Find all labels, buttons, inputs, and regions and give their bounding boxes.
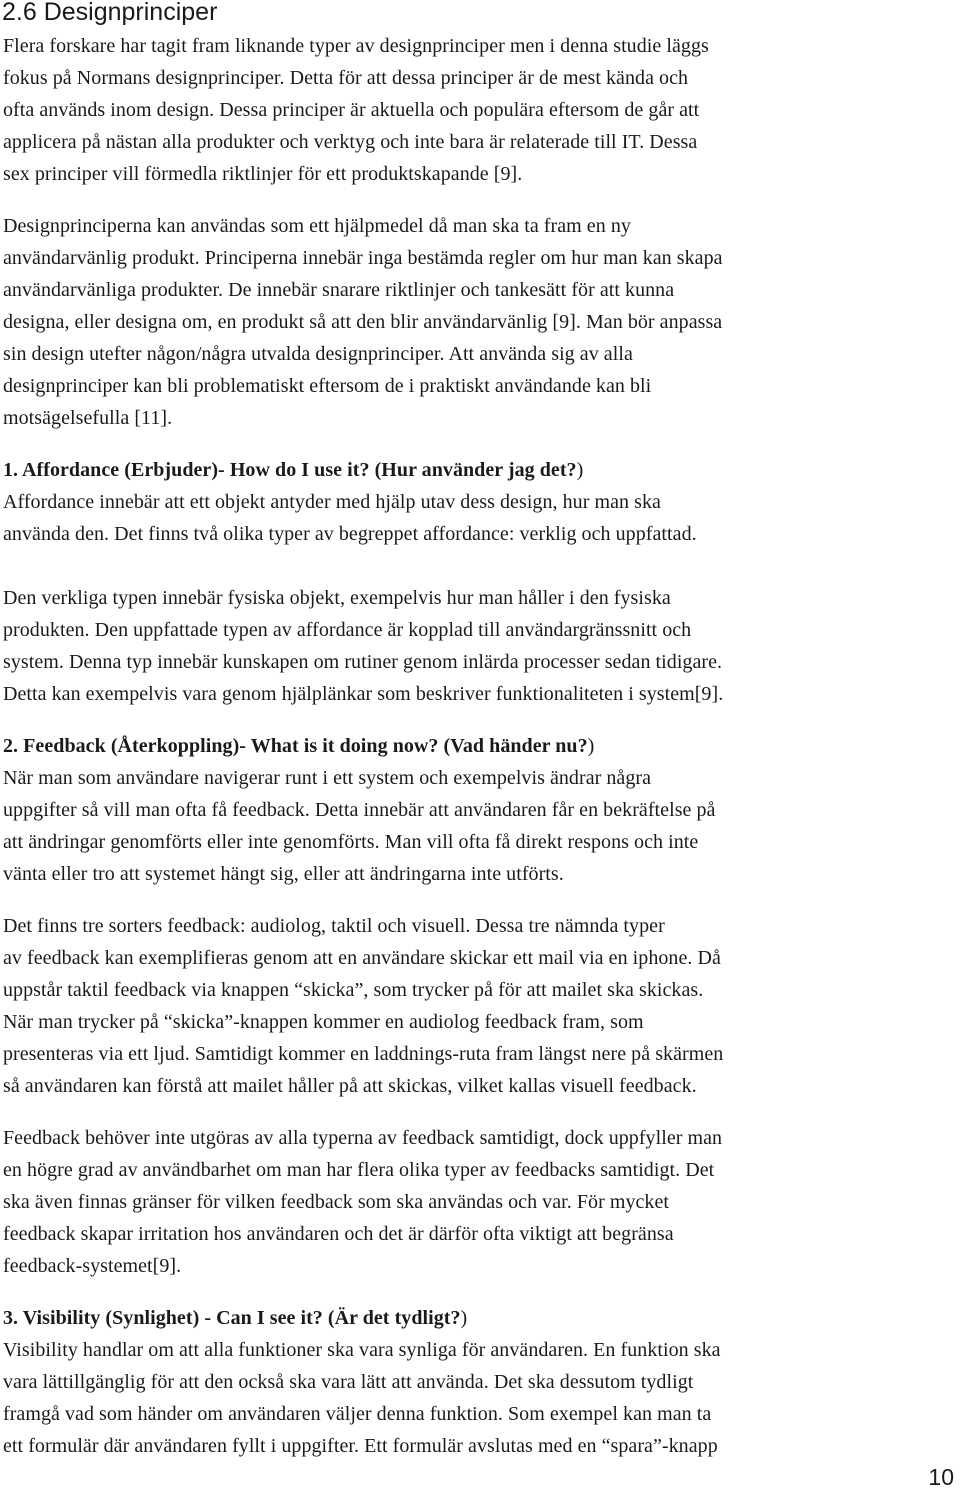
paragraph-affordance xyxy=(3,454,958,550)
text-line: system. Denna typ innebär kunskapen om rutiner genom inlärda processer sedan tidigare. xyxy=(3,651,723,673)
principle-heading-bold: 2. Feedback (Återkoppling)- What is it doing now? (Vad händer nu? xyxy=(3,735,588,757)
text-line: Designprinciperna kan användas som ett hjälpmedel då man ska ta fram en ny xyxy=(3,215,631,237)
text-line: uppgifter så vill man ofta få feedback. Detta innebär att användaren får en bekräftelse på xyxy=(3,799,716,821)
paragraph-visibility xyxy=(3,1302,958,1462)
principle-heading-tail: ) xyxy=(576,459,584,481)
text-line: feedback-systemet[9]. xyxy=(3,1255,182,1277)
text-line: användarvänlig produkt. Principerna innebär inga bestämda regler om hur man kan skapa xyxy=(3,247,723,269)
text-line: sex principer vill förmedla riktlinjer för ett produktskapande [9]. xyxy=(3,163,523,185)
principle-heading-tail: ) xyxy=(587,735,595,757)
text-line: När man som användare navigerar runt i ett system och exempelvis ändrar några xyxy=(3,767,652,789)
text-line: Affordance innebär att ett objekt antyder med hjälp utav dess design, hur man ska xyxy=(3,491,661,513)
principle-heading-visibility xyxy=(3,1302,958,1334)
text-line: När man trycker på “skicka”-knappen kommer en audiolog feedback fram, som xyxy=(3,1011,644,1033)
text-line: en högre grad av användbarhet om man har flera olika typer av feedbacks samtidigt. Det xyxy=(3,1159,715,1181)
text-line: ett formulär där användaren fyllt i uppgifter. Ett formulär avslutas med en “spara”-knapp xyxy=(3,1435,718,1457)
text-line: ofta används inom design. Dessa principer är aktuella och populära eftersom de går att xyxy=(3,99,700,121)
text-line: designprinciper kan bli problematiskt eftersom de i praktiskt användande kan bli xyxy=(3,375,652,397)
text-line: Feedback behöver inte utgöras av alla typerna av feedback samtidigt, dock uppfyller man xyxy=(3,1127,723,1149)
text-line: att ändringar genomförts eller inte genomförts. Man vill ofta få direkt respons och inte xyxy=(3,831,699,853)
paragraph-feedback xyxy=(3,730,958,890)
paragraph-feedback-limits xyxy=(3,1122,958,1282)
text-line: applicera på nästan alla produkter och verktyg och inte bara är relaterade till IT. Dessa xyxy=(3,131,698,153)
text-line: användarvänliga produkter. De innebär snarare riktlinjer och tankesätt för att kunna xyxy=(3,279,675,301)
section-heading: 2.6 Designprinciper xyxy=(2,0,218,26)
text-line: så användaren kan förstå att mailet håller på att skickas, vilket kallas visuell feedback. xyxy=(3,1075,697,1097)
principle-heading-feedback xyxy=(3,730,958,762)
text-line: presenteras via ett ljud. Samtidigt kommer en laddnings-ruta fram längst nere på skärmen xyxy=(3,1043,724,1065)
text-line: av feedback kan exemplifieras genom att en användare skickar ett mail via en iphone. Då xyxy=(3,947,721,969)
text-line: vara lättillgänglig för att den också ska vara lätt att använda. Det ska dessutom tydligt xyxy=(3,1371,694,1393)
text-line: Den verkliga typen innebär fysiska objekt, exempelvis hur man håller i den fysiska xyxy=(3,587,671,609)
text-line: framgå vad som händer om användaren väljer denna funktion. Som exempel kan man ta xyxy=(3,1403,712,1425)
principle-heading-bold: 1. Affordance (Erbjuder)- How do I use it? (Hur använder jag det? xyxy=(3,459,577,481)
text-line: motsägelsefulla [11]. xyxy=(3,407,173,429)
text-line: fokus på Normans designprinciper. Detta för att dessa principer är de mest kända och xyxy=(3,67,689,89)
paragraph-affordance-types xyxy=(3,582,958,710)
paragraph-intro xyxy=(3,30,958,190)
text-line: ska även finnas gränser för vilken feedback som ska användas och var. För mycket xyxy=(3,1191,670,1213)
text-line: Detta kan exempelvis vara genom hjälplänkar som beskriver funktionaliteten i system[9]. xyxy=(3,683,724,705)
text-line: Det finns tre sorters feedback: audiolog, taktil och visuell. Dessa tre nämnda typer xyxy=(3,915,665,937)
text-line: använda den. Det finns två olika typer av begreppet affordance: verklig och uppfattad. xyxy=(3,523,697,545)
paragraph-usage xyxy=(3,210,958,434)
text-line: vänta eller tro att systemet hängt sig, eller att ändringarna inte utförts. xyxy=(3,863,564,885)
text-line: Visibility handlar om att alla funktioner ska vara synliga för användaren. En funktion ska xyxy=(3,1339,721,1361)
section-body xyxy=(3,30,958,1482)
paragraph-feedback-types xyxy=(3,910,958,1102)
principle-heading-tail: ) xyxy=(460,1307,468,1329)
text-line: sin design utefter någon/några utvalda designprinciper. Att använda sig av alla xyxy=(3,343,633,365)
principle-heading-bold: 3. Visibility (Synlighet) - Can I see it? (Är det tydligt? xyxy=(3,1307,461,1329)
text-line: designa, eller designa om, en produkt så att den blir användarvänlig [9]. Man bör anpassa xyxy=(3,311,723,333)
text-line: feedback skapar irritation hos användaren och det är därför ofta viktigt att begränsa xyxy=(3,1223,674,1245)
text-line: produkten. Den uppfattade typen av affordance är kopplad till användargränssnitt och xyxy=(3,619,692,641)
principle-heading-affordance xyxy=(3,454,958,486)
text-line: Flera forskare har tagit fram liknande typer av designprinciper men i denna studie läggs xyxy=(3,35,709,57)
page-number: 10 xyxy=(928,1464,954,1490)
text-line: uppstår taktil feedback via knappen “skicka”, som trycker på för att mailet ska skickas. xyxy=(3,979,704,1001)
